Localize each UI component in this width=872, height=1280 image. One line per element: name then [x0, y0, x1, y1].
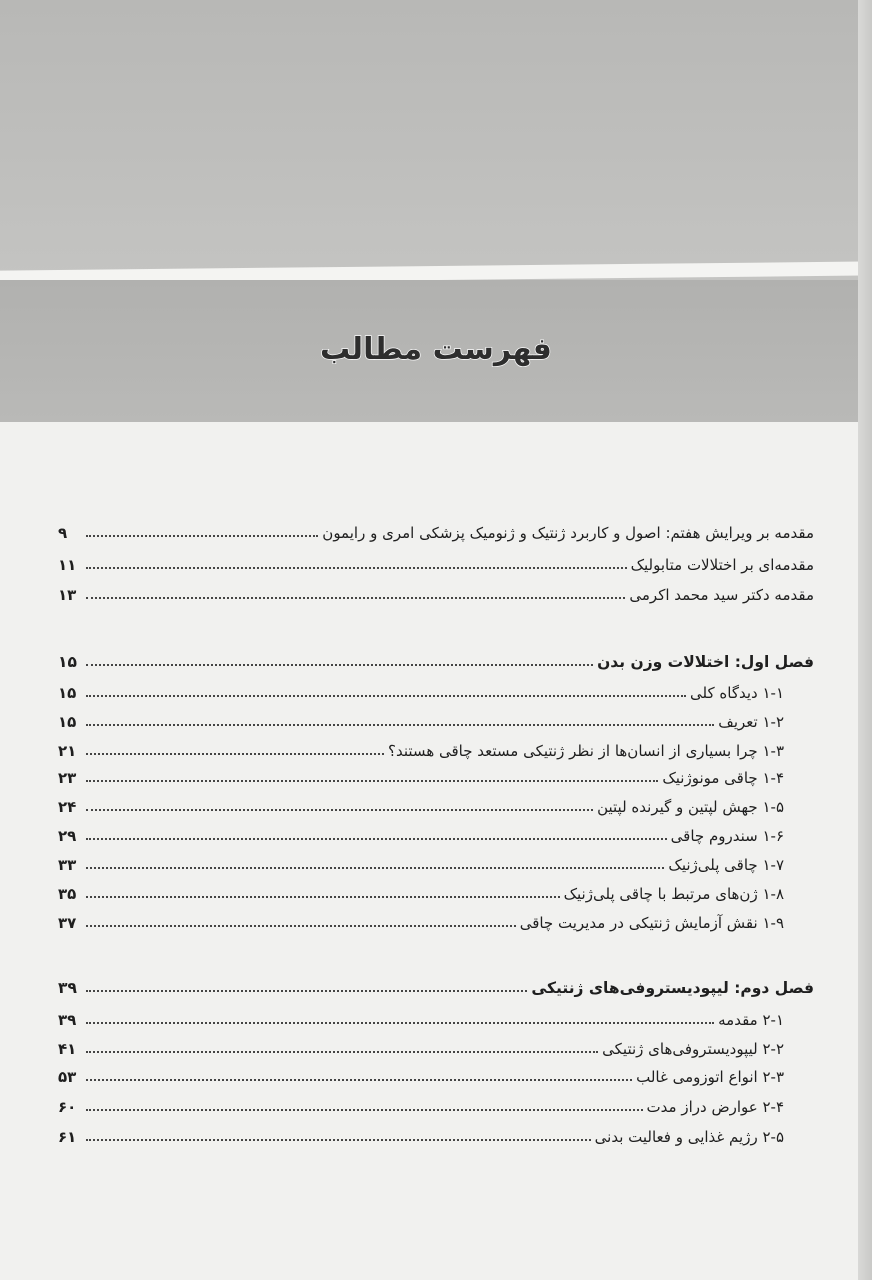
toc-entry-label: ۱-۳ چرا بسیاری از انسان‌ها از نظر ژنتیکی مستعد چاقی هستند؟: [388, 742, 784, 760]
dot-leader: [86, 535, 318, 537]
toc-entry-label: ۱-۷ چاقی پلی‌ژنیک: [668, 856, 784, 874]
toc-entry: [58, 1062, 784, 1086]
toc-entry: [58, 763, 784, 787]
dot-leader: [86, 780, 658, 782]
toc-entry-label: ۲-۴ عوارض دراز مدت: [646, 1098, 784, 1116]
toc-entry-label: ۱-۲ تعریف: [718, 713, 784, 731]
dot-leader: [86, 597, 625, 599]
toc-entry-page-number: ۳۹: [58, 979, 77, 997]
toc-entry-page-number: ۲۴: [58, 798, 77, 816]
toc-entry: [58, 1122, 784, 1146]
toc-entry-page-number: ۲۹: [58, 827, 77, 845]
toc-entry-label: ۲-۳ انواع اتوزومی غالب: [636, 1068, 784, 1086]
toc-entry-page-number: ۱۵: [58, 713, 77, 731]
toc-entry: [58, 792, 784, 816]
toc-entry-label: ۱-۸ ژن‌های مرتبط با چاقی پلی‌ژنیک: [563, 885, 784, 903]
toc-entry: [58, 707, 784, 731]
toc-entry-label: ۱-۵ جهش لپتین و گیرنده لپتین: [597, 798, 784, 816]
toc-entry-page-number: ۳۷: [58, 914, 77, 932]
toc-entry-label: فصل اول: اختلالات وزن بدن: [597, 653, 814, 671]
toc-entry-label: ۱-۶ سندروم چاقی: [670, 827, 784, 845]
toc-entry-label: فصل دوم: لیپودیستروفی‌های ژنتیکی: [531, 979, 814, 997]
toc-entry-page-number: ۱۵: [58, 653, 77, 671]
toc-entry-page-number: ۶۰: [58, 1098, 77, 1116]
toc-entry-page-number: ۹: [58, 524, 68, 542]
dot-leader: [86, 753, 384, 755]
toc-entry: [58, 1034, 784, 1058]
toc-entry: [58, 647, 814, 671]
dot-leader: [86, 867, 664, 869]
toc-entry-page-number: ۵۳: [58, 1068, 77, 1086]
dot-leader: [86, 724, 714, 726]
toc-entry: [58, 879, 784, 903]
toc-entry: [58, 973, 814, 997]
toc-entry: [58, 580, 814, 604]
toc-entry-label: مقدمه بر ویرایش هفتم: اصول و کاربرد ژنتیک و ژنومیک پزشکی امری و رایمون: [322, 524, 814, 542]
toc-entry: [58, 850, 784, 874]
toc-entry-label: ۱-۴ چاقی مونوژنیک: [662, 769, 784, 787]
dot-leader: [86, 809, 593, 811]
toc-entry-label: ۱-۱ دیدگاه کلی: [690, 684, 784, 702]
dot-leader: [86, 990, 527, 992]
dot-leader: [86, 1139, 591, 1141]
toc-entry-label: مقدمه‌ای بر اختلالات متابولیک: [630, 556, 814, 574]
toc-entry-page-number: ۳۵: [58, 885, 77, 903]
toc-entry: [58, 678, 784, 702]
toc-entry-page-number: ۴۱: [58, 1040, 77, 1058]
dot-leader: [86, 1051, 598, 1053]
dot-leader: [86, 1109, 643, 1111]
toc-entry-label: ۲-۱ مقدمه: [718, 1011, 784, 1029]
dot-leader: [86, 838, 667, 840]
dot-leader: [86, 567, 627, 569]
toc-entry-page-number: ۲۱: [58, 742, 77, 760]
toc-entry: [58, 1092, 784, 1116]
top-background-band: [0, 0, 872, 283]
toc-entry: [58, 518, 814, 542]
toc-entry-page-number: ۳۹: [58, 1011, 77, 1029]
toc-entry: [58, 1005, 784, 1029]
toc-entry-page-number: ۱۱: [58, 556, 77, 574]
page-edge: [858, 0, 872, 1280]
toc-entry: [58, 821, 784, 845]
toc-entry-label: ۲-۲ لیپودیستروفی‌های ژنتیکی: [602, 1040, 784, 1058]
toc-entry: [58, 908, 784, 932]
page-title: فهرست مطالب: [320, 332, 552, 367]
toc-entry-page-number: ۱۵: [58, 684, 77, 702]
dot-leader: [86, 1022, 714, 1024]
toc-entry-label: ۲-۵ رژیم غذایی و فعالیت بدنی: [594, 1128, 784, 1146]
toc-entry-label: مقدمه دکتر سید محمد اکرمی: [629, 586, 814, 604]
dot-leader: [86, 1079, 632, 1081]
toc-entry-label: ۱-۹ نقش آزمایش ژنتیکی در مدیریت چاقی: [519, 914, 784, 932]
toc-entry-page-number: ۶۱: [58, 1128, 77, 1146]
dot-leader: [86, 695, 686, 697]
toc-entry-page-number: ۳۳: [58, 856, 77, 874]
dot-leader: [86, 664, 593, 666]
toc-entry: [58, 736, 784, 760]
toc-entry-page-number: ۲۳: [58, 769, 77, 787]
toc-entry: [58, 550, 814, 574]
dot-leader: [86, 896, 560, 898]
toc-entry-page-number: ۱۳: [58, 586, 77, 604]
dot-leader: [86, 925, 516, 927]
